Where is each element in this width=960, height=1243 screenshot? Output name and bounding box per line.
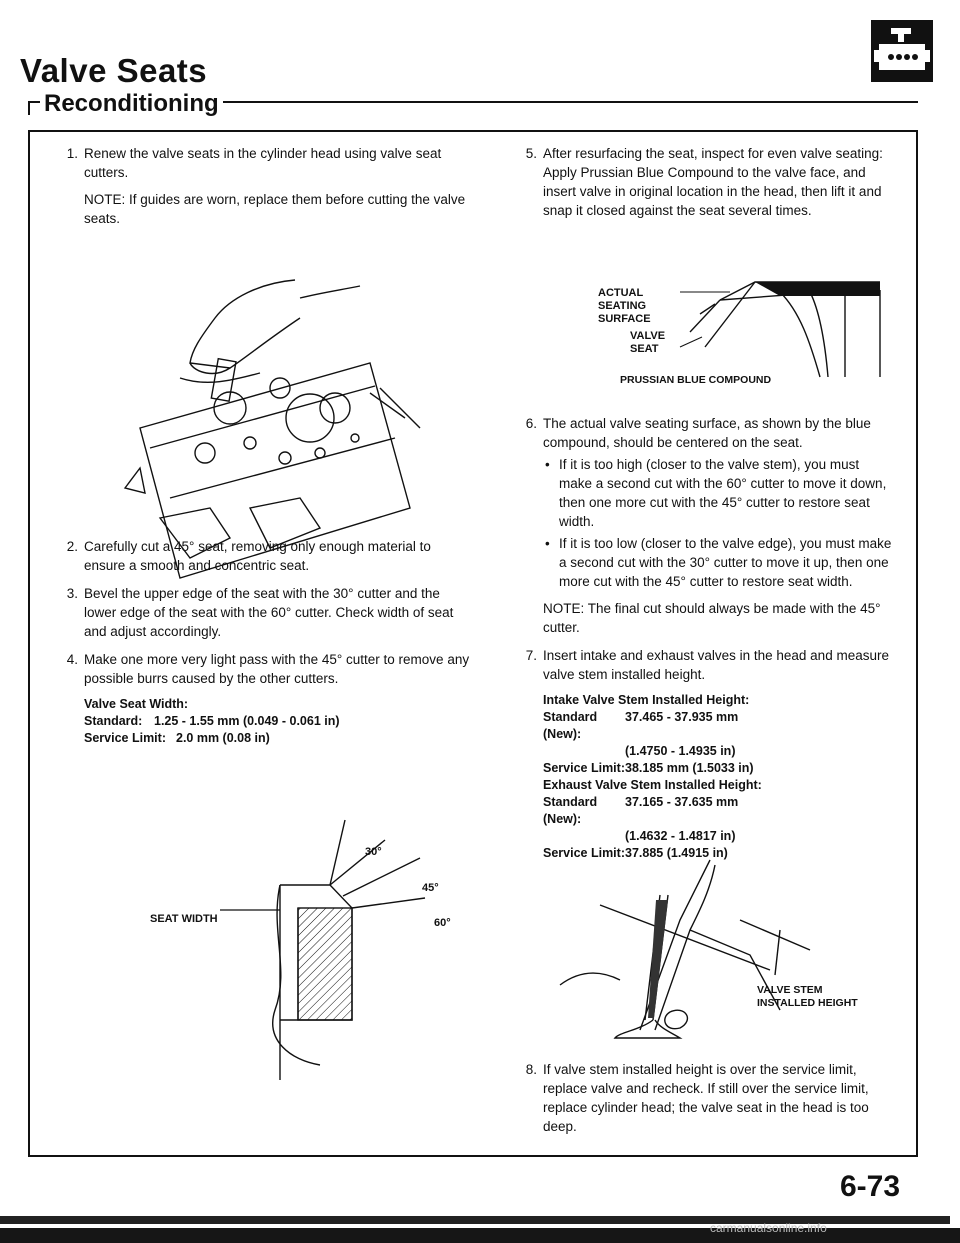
actual-seating-surface-label: ACTUAL SEATING SURFACE	[598, 287, 651, 325]
step-number: 2.	[66, 539, 78, 554]
prussian-blue-label: PRUSSIAN BLUE COMPOUND	[620, 374, 772, 386]
step-text: The actual valve seating surface, as shown by the blue compound, should be centered on the seat.	[543, 416, 871, 450]
angle-60-label: 60°	[434, 917, 451, 929]
step-number: 6.	[525, 416, 537, 431]
engine-chapter-icon	[871, 20, 933, 82]
step-text: If valve stem installed height is over the service limit, replace valve and recheck. If still over the service limit, replace cylinder head; the valve seat in the head is too deep.	[543, 1062, 869, 1134]
step-5	[517, 144, 892, 220]
valve-stem-height-label: VALVE STEM INSTALLED HEIGHT	[757, 984, 858, 1009]
angle-30-label: 30°	[365, 846, 382, 858]
seat-width-label: SEAT WIDTH	[150, 913, 218, 925]
intake-height-spec	[543, 692, 892, 862]
right-column-bottom	[517, 1060, 892, 1145]
spec-label: Service Limit:	[84, 731, 166, 745]
spec-value: 38.185 mm (1.5033 in)	[625, 761, 754, 775]
step-1	[58, 144, 470, 228]
step-text: After resurfacing the seat, inspect for even valve seating: Apply Prussian Blue Compound to the valve face, and insert valve in original location in the head, then lift it and snap it closed against the seat several times.	[543, 146, 883, 218]
valve-seat-label: VALVE SEAT	[630, 330, 666, 355]
spec-value: 37.465 - 37.935 mm	[625, 710, 739, 724]
seat-width-spec	[84, 696, 470, 747]
step-number: 7.	[525, 648, 537, 663]
page-number: 6-73	[840, 1170, 901, 1203]
step-note: NOTE: The final cut should always be made with the 45° cutter.	[543, 601, 881, 635]
step-number: 8.	[525, 1062, 537, 1077]
step-8	[517, 1060, 892, 1136]
step-note: NOTE: If guides are worn, replace them before cutting the valve seats.	[84, 192, 466, 226]
step-7	[517, 646, 892, 862]
step-number: 1.	[66, 146, 78, 161]
step-text: Renew the valve seats in the cylinder head using valve seat cutters.	[84, 146, 442, 180]
spec-label: Standard (New):	[543, 795, 598, 826]
step-text: Bevel the upper edge of the seat with the 30° cutter and the lower edge of the seat with the 60° cutter. Check width of seat and adjust accordingly.	[84, 586, 454, 639]
watermark: carmanualsonline.info	[710, 1221, 827, 1235]
seat-angle-diagram	[180, 850, 460, 1080]
step-number: 4.	[66, 652, 78, 667]
spec-label: Standard (New):	[543, 710, 598, 741]
bullet-text: If it is too high (closer to the valve stem), you must make a second cut with the 60° cutter to move it down, then one more cut with the 45° cutter to restore seat width.	[559, 457, 887, 529]
step-3	[58, 584, 470, 641]
spec-title: Exhaust Valve Stem Installed Height:	[543, 778, 762, 792]
angle-45-label: 45°	[422, 882, 439, 894]
spec-title: Intake Valve Stem Installed Height:	[543, 693, 750, 707]
step-text: Make one more very light pass with the 45° cutter to remove any possible burrs caused by the other cutters.	[84, 652, 470, 686]
spec-value: 1.25 - 1.55 mm (0.049 - 0.061 in)	[154, 714, 340, 728]
valve-stem-height-diagram	[560, 860, 860, 1040]
bullet-text: If it is too low (closer to the valve edge), you must make a second cut with the 30° cutter to move it up, then one more cut with the 45° cutter to restore seat width.	[559, 536, 892, 589]
step-6	[517, 414, 892, 637]
step-text: Carefully cut a 45° seat, removing only enough material to ensure a smooth and concentric seat.	[84, 539, 431, 573]
bullet-item: • If it is too high (closer to the valve stem), you must make a second cut with the 60° cutter to move it down, then one more cut with the 45° cutter to restore seat width.	[545, 457, 887, 529]
spec-value: (1.4632 - 1.4817 in)	[625, 829, 736, 843]
spec-label: Standard:	[84, 714, 143, 728]
spec-label: Service Limit:	[543, 846, 625, 860]
spec-value: 2.0 mm (0.08 in)	[176, 731, 270, 745]
cutter-illustration	[120, 278, 420, 578]
spec-label: Service Limit:	[543, 761, 625, 775]
step-text: Insert intake and exhaust valves in the head and measure valve stem installed height.	[543, 648, 889, 682]
spec-title: Valve Seat Width:	[84, 697, 189, 711]
step-number: 5.	[525, 146, 537, 161]
spec-value: 37.885 (1.4915 in)	[625, 846, 728, 860]
bullet-item: • If it is too low (closer to the valve edge), you must make a second cut with the 30° cutter to move it up, then one more cut with the 45° cutter to restore seat width.	[545, 536, 892, 589]
spec-value: 37.165 - 37.635 mm	[625, 795, 739, 809]
spec-value: (1.4750 - 1.4935 in)	[625, 744, 736, 758]
step-4	[58, 650, 470, 747]
page-title: Valve Seats	[20, 52, 208, 89]
step-number: 3.	[66, 586, 78, 601]
section-rule-tick	[28, 101, 30, 115]
section-title: Reconditioning	[40, 90, 223, 118]
